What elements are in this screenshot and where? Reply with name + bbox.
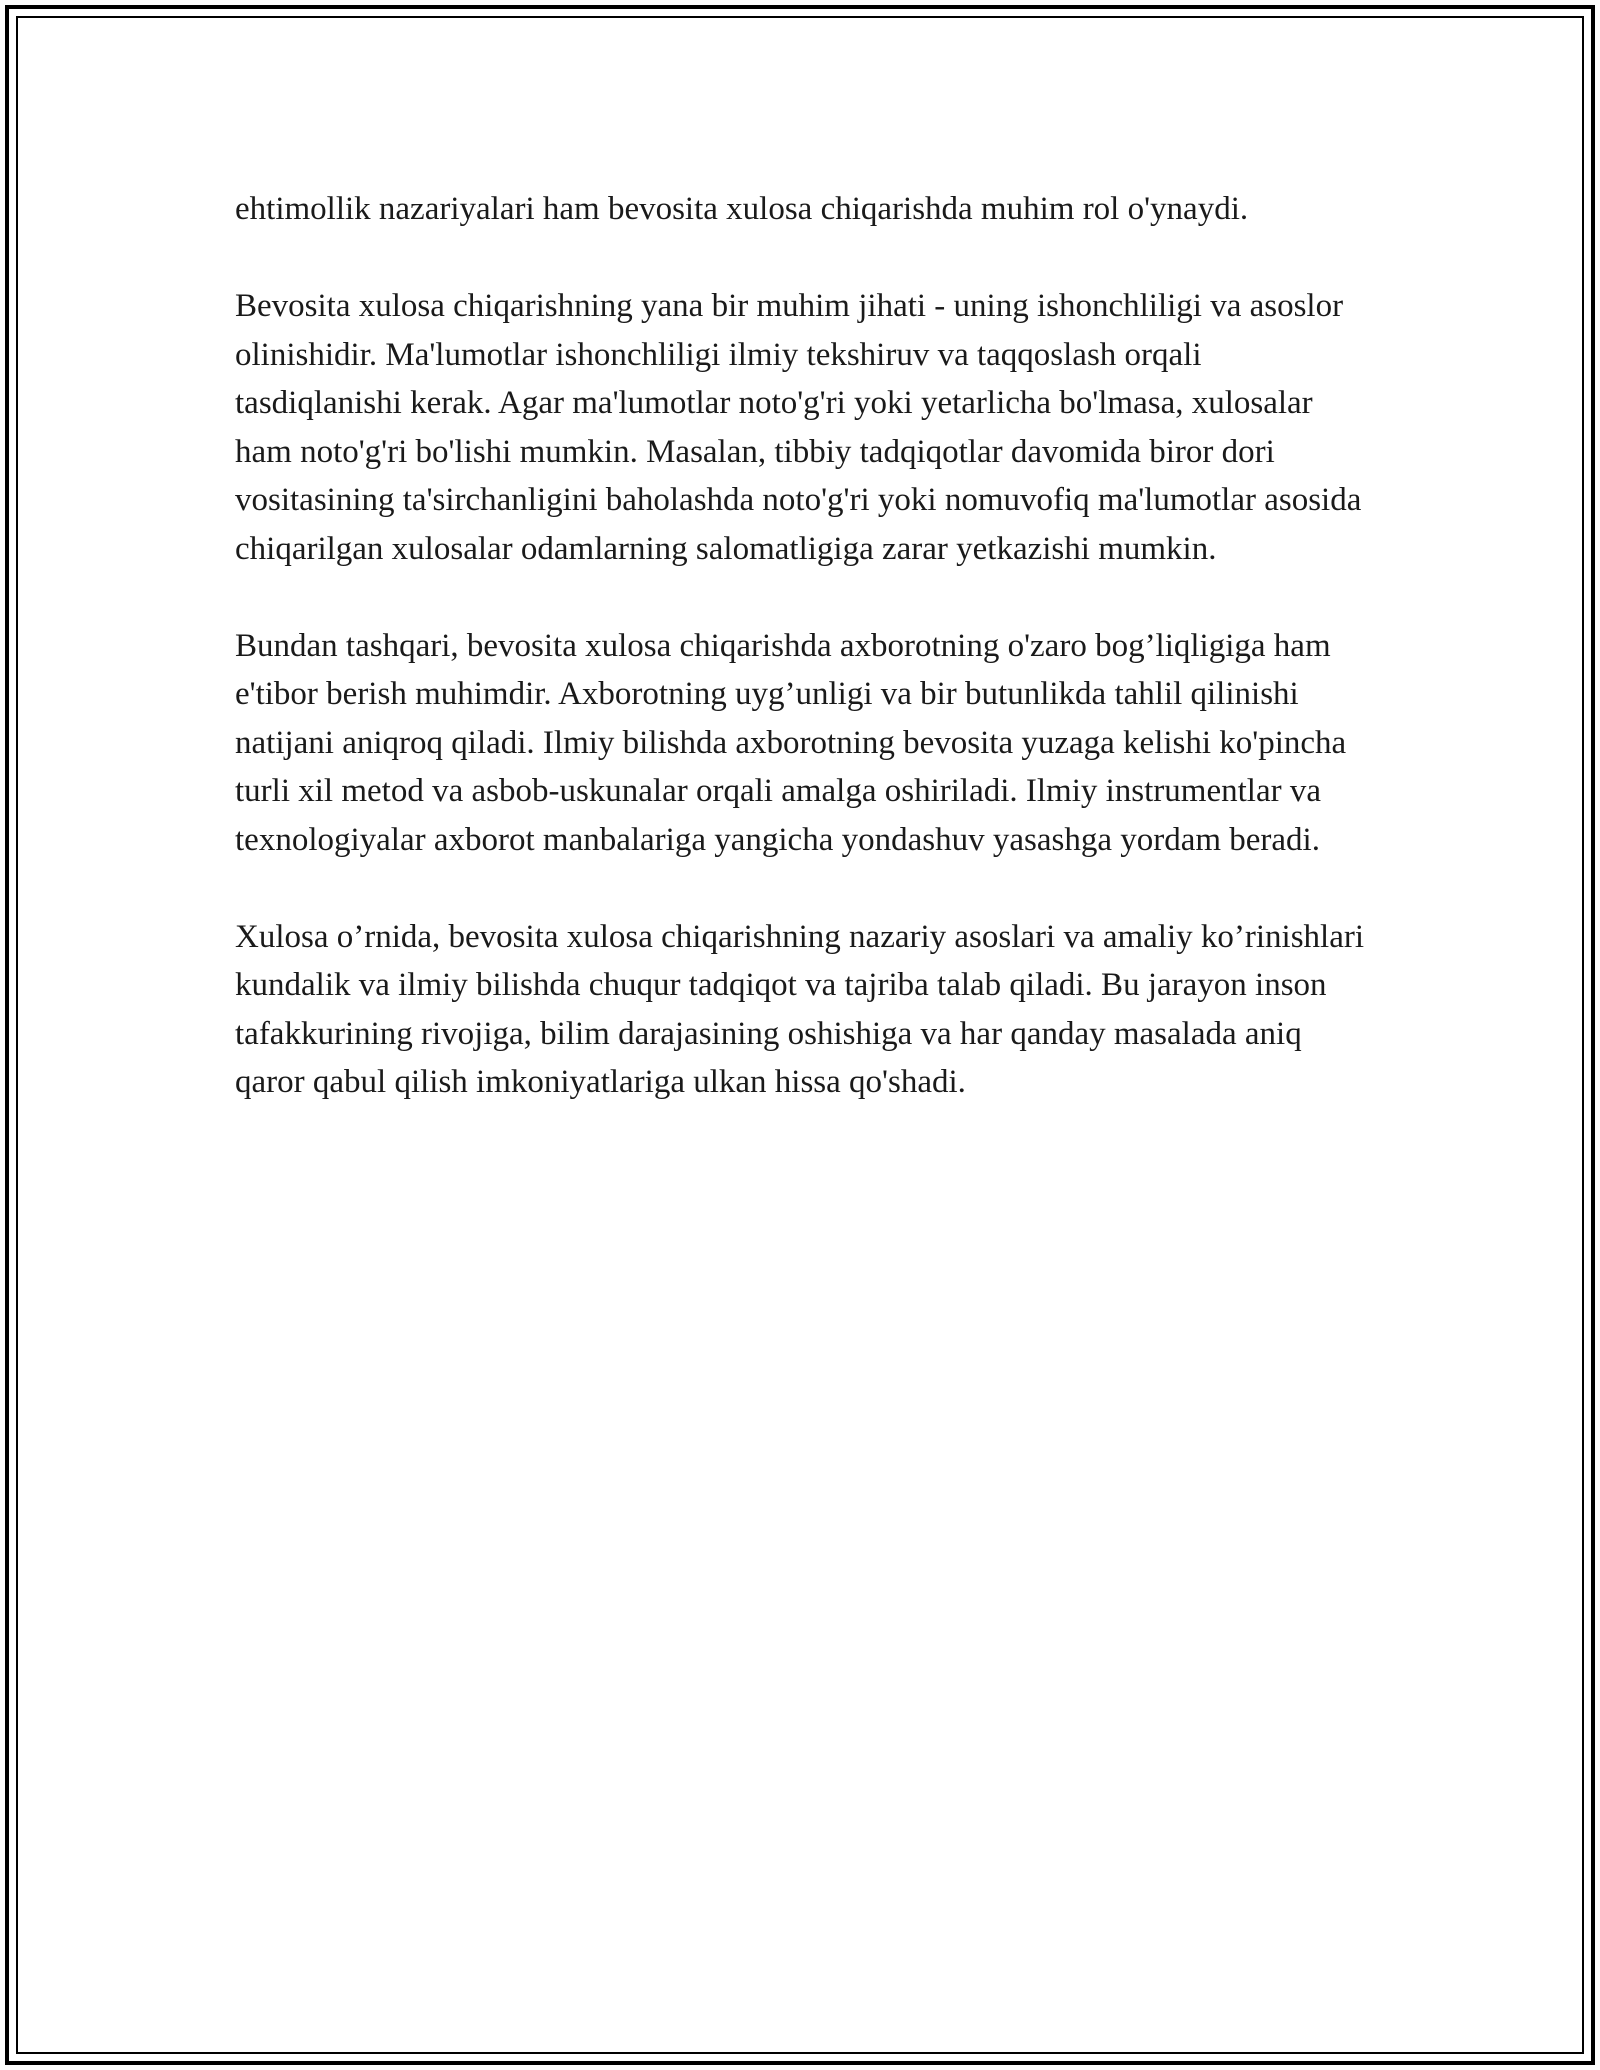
- paragraph-2: Bevosita xulosa chiqarishning yana bir muhim jihati - uning ishonchliligi va asoslor olinishidir. Ma'lumotlar ishonchliligi ilmiy tekshiruv va taqqoslash orqali tasdiqlanishi kerak. Agar ma'lumotlar noto'g'ri yoki yetarlicha bo'lmasa, xulosalar ham noto'g'ri bo'lishi mumkin. Masalan, tibbiy tadqiqotlar davomida biror dori vositasining ta'sirchanligini baholashda noto'g'ri yoki nomuvofiq ma'lumotlar asosida chiqarilgan xulosalar odamlarning salomatligiga zarar yetkazishi mumkin.: [235, 288, 1362, 567]
- document-body: [235, 185, 1370, 1155]
- paragraph-4: Xulosa o’rnida, bevosita xulosa chiqarishning nazariy asoslari va amaliy ko’rinishlari kundalik va ilmiy bilishda chuqur tadqiqot va tajriba talab qiladi. Bu jarayon inson tafakkurining rivojiga, bilim darajasining oshishiga va har qanday masalada aniq qaror qabul qilish imkoniyatlariga ulkan hissa qo'shadi.: [235, 918, 1365, 1100]
- paragraph-1: ehtimollik nazariyalari ham bevosita xulosa chiqarishda muhim rol o'ynaydi.: [235, 191, 1249, 227]
- paragraph-3: Bundan tashqari, bevosita xulosa chiqarishda axborotning o'zaro bog’liqligiga ham e'tibor berish muhimdir. Axborotning uyg’unligi va bir butunlikda tahlil qilinishi natijani aniqroq qiladi. Ilmiy bilishda axborotning bevosita yuzaga kelishi ko'pincha turli xil metod va asbob-uskunalar orqali amalga oshiriladi. Ilmiy instrumentlar va texnologiyalar axborot manbalariga yangicha yondashuv yasashga yordam beradi.: [235, 627, 1347, 858]
